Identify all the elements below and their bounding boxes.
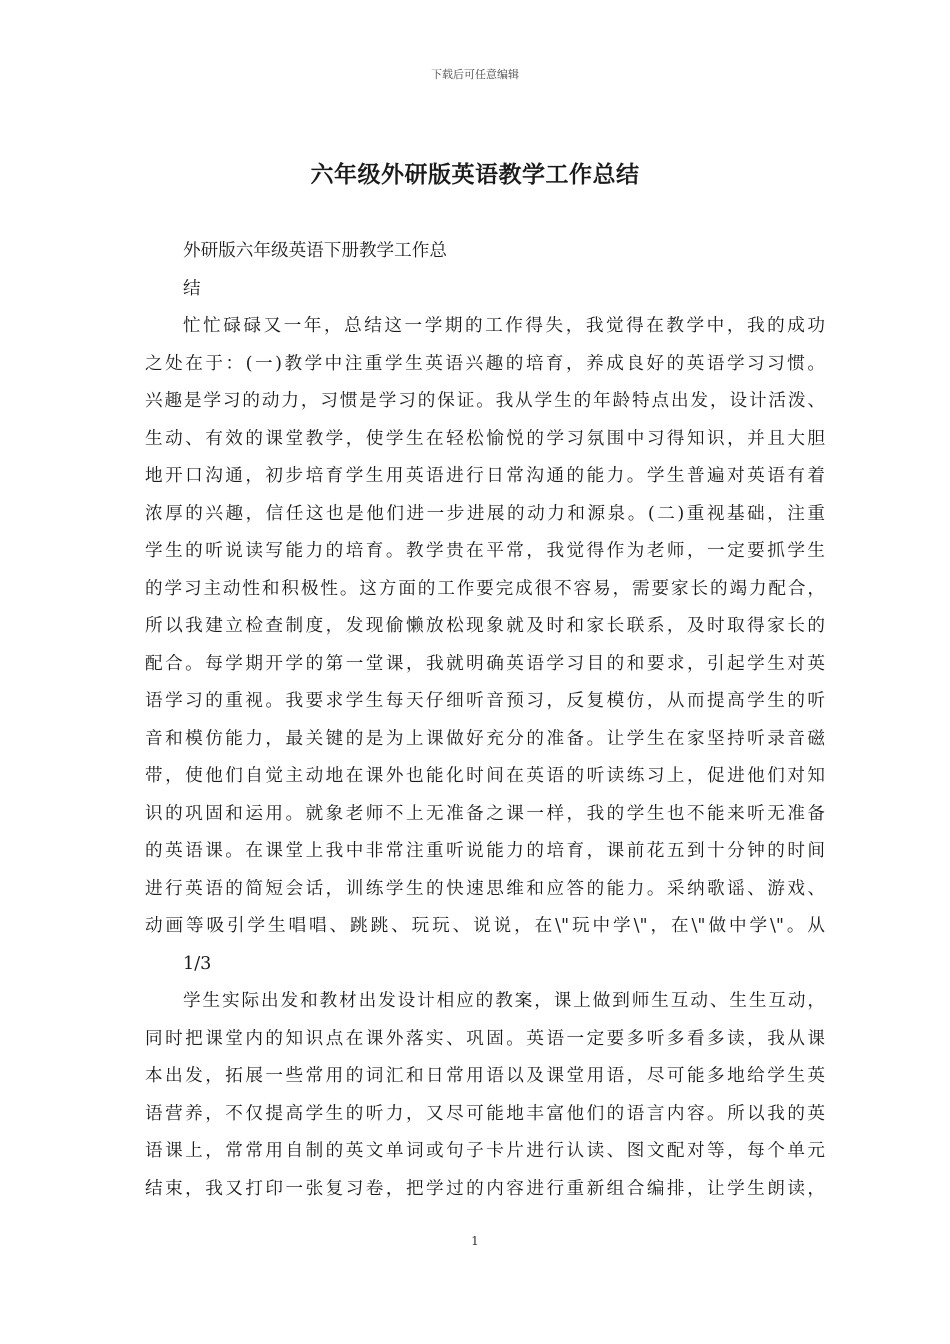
paragraph-line: 生动、有效的课堂教学，使学生在轻松愉悦的学习氛围中习得知识，并且大胆 [145,428,825,449]
page-number: 1 [471,1234,479,1248]
paragraph-line: 兴趣是学习的动力，习惯是学习的保证。我从学生的年龄特点出发，设计活泼、 [145,391,825,411]
paragraph-line: 动画等吸引学生唱唱、跳跳、玩玩、说说，在\"玩中学\"，在\"做中学\"。从 [145,916,825,936]
subtitle-block [145,233,825,308]
paragraph-line: 浓厚的兴趣，信任这也是他们进一步进展的动力和源泉。(二)重视基础，注重 [145,503,825,524]
paragraph-line: 学生的听说读写能力的培育。教学贵在平常，我觉得作为老师，一定要抓学生 [145,541,825,561]
document-title: 六年级外研版英语教学工作总结 [310,161,640,188]
subtitle-line: 结 [183,278,201,299]
paragraph-line: 的英语课。在课堂上我中非常注重听说能力的培育，课前花五到十分钟的时间 [145,841,825,861]
paragraph-line: 结束，我又打印一张复习卷，把学过的内容进行重新组合编排，让学生朗读， [145,1178,825,1199]
paragraph-line: 之处在于：(一)教学中注重学生英语兴趣的培育，养成良好的英语学习习惯。 [145,353,825,374]
paragraph-line: 的学习主动性和积极性。这方面的工作要完成很不容易，需要家长的竭力配合， [145,578,825,599]
page-marker: 1/3 [183,953,212,974]
paragraph-line: 本出发，拓展一些常用的词汇和日常用语以及课堂用语，尽可能多地给学生英 [145,1066,825,1086]
paragraph-line: 语营养，不仅提高学生的听力，又尽可能地丰富他们的语言内容。所以我的英 [145,1103,825,1124]
paragraph-line: 语课上，常常用自制的英文单词或句子卡片进行认读、图文配对等，每个单元 [145,1141,825,1161]
paragraph-line: 地开口沟通，初步培育学生用英语进行日常沟通的能力。学生普遍对英语有着 [145,466,825,486]
paragraph-line: 语学习的重视。我要求学生每天仔细听音预习，反复模仿，从而提高学生的听 [145,691,825,711]
paragraph-line: 同时把课堂内的知识点在课外落实、巩固。英语一定要多听多看多读，我从课 [145,1028,825,1049]
paragraph-line: 音和模仿能力，最关键的是为上课做好充分的准备。让学生在家坚持听录音磁 [145,728,825,749]
subtitle-line: 外研版六年级英语下册教学工作总 [183,241,447,261]
header-note: 下载后可任意编辑 [431,68,519,81]
paragraph-line: 配合。每学期开学的第一堂课，我就明确英语学习目的和要求，引起学生对英 [145,653,825,674]
paragraph-line: 所以我建立检查制度，发现偷懒放松现象就及时和家长联系，及时取得家长的 [145,616,825,636]
paragraph-2 [145,983,825,1208]
paragraph-1 [145,308,825,983]
paragraph-line: 识的巩固和运用。就象老师不上无准备之课一样，我的学生也不能来听无准备 [145,803,825,824]
paragraph-line: 学生实际出发和教材出发设计相应的教案，课上做到师生互动、生生互动， [183,991,825,1011]
paragraph-line: 进行英语的简短会话，训练学生的快速思维和应答的能力。采纳歌谣、游戏、 [145,878,825,899]
paragraph-line: 带，使他们自觉主动地在课外也能化时间在英语的听读练习上，促进他们对知 [145,766,825,786]
paragraph-line: 忙忙碌碌又一年，总结这一学期的工作得失，我觉得在教学中，我的成功 [183,316,825,336]
